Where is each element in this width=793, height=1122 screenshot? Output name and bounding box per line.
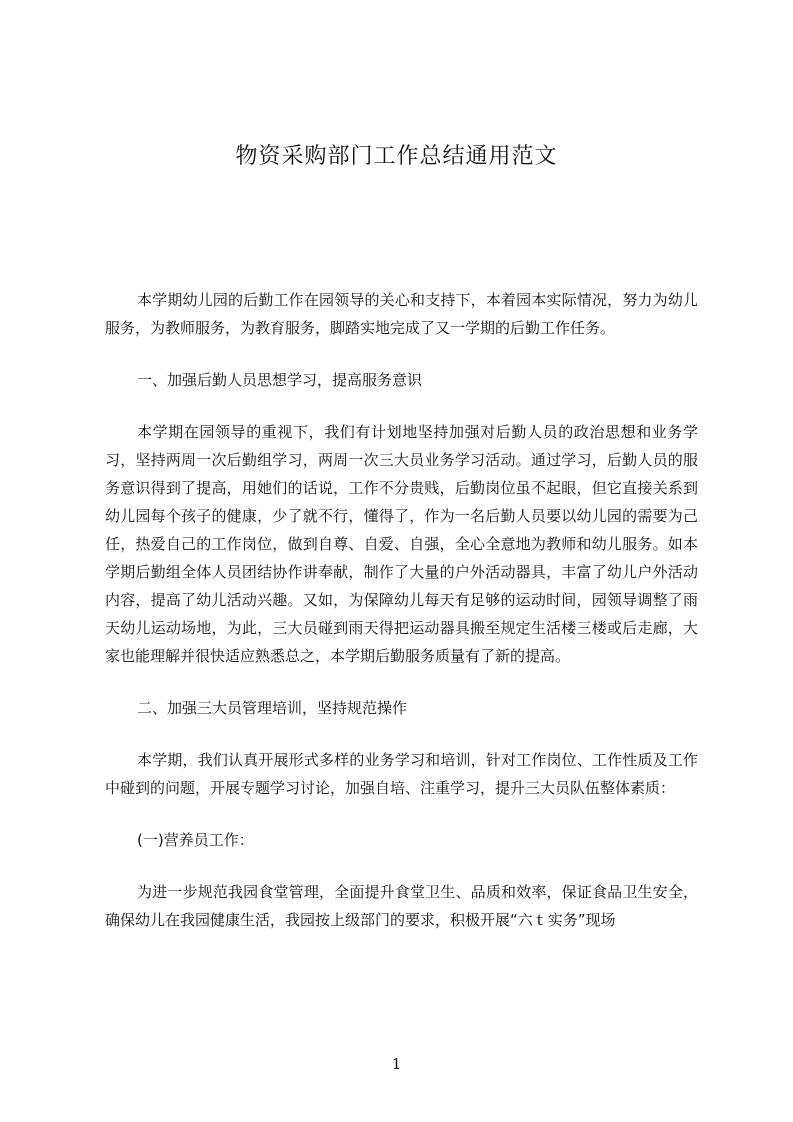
paragraph-intro: 本学期幼儿园的后勤工作在园领导的关心和支持下，本着园本实际情况，努力为幼儿服务，为教师服务，为教育服务，脚踏实地完成了又一学期的后勤工作任务。	[105, 291, 698, 337]
paragraph-section-2: 本学期，我们认真开展形式多样的业务学习和培训，针对工作岗位、工作性质及工作中碰到的问题，开展专题学习讨论，加强自培、注重学习，提升三大员队伍整体素质：	[105, 751, 698, 797]
paragraph-section-1: 本学期在园领导的重视下，我们有计划地坚持加强对后勤人员的政治思想和业务学习，坚持两周一次后勤组学习，两周一次三大员业务学习活动。通过学习，后勤人员的服务意识得到了提高，用她们的话说，工作不分贵贱，后勤岗位虽不起眼，但它直接关系到幼儿园每个孩子的健康，少了就不行，懂得了，作为一名后勤人员要以幼儿园的需要为己任，热爱自己的工作岗位，做到自尊、自爱、自强，全心全意地为教师和幼儿服务。如本学期后勤组全体人员团结协作讲奉献，制作了大量的户外活动器具，丰富了幼儿户外活动内容，提高了幼儿活动兴趣。又如，为保障幼儿每天有足够的运动时间，园领导调整了雨天幼儿运动场地，为此，三大员碰到雨天得把运动器具搬至规定生活楼三楼或后走廊，大家也能理解并很快适应熟悉总之，本学期后勤服务质量有了新的提高。	[105, 423, 698, 665]
subsection-heading-1: (一)营养员工作：	[137, 831, 254, 849]
document-title: 物资采购部门工作总结通用范文	[235, 144, 558, 169]
paragraph-subsection-1: 为进一步规范我园食堂管理，全面提升食堂卫生、品质和效率，保证食品卫生安全，确保幼儿在我园健康生活，我园按上级部门的要求，积极开展“六ｔ实务”现场	[105, 883, 698, 929]
page-number: 1	[391, 1055, 402, 1073]
document-body	[105, 286, 698, 958]
section-heading-1: 一、加强后勤人员思想学习，提高服务意识	[137, 371, 423, 389]
section-heading-2: 二、加强三大员管理培训，坚持规范操作	[137, 699, 408, 717]
